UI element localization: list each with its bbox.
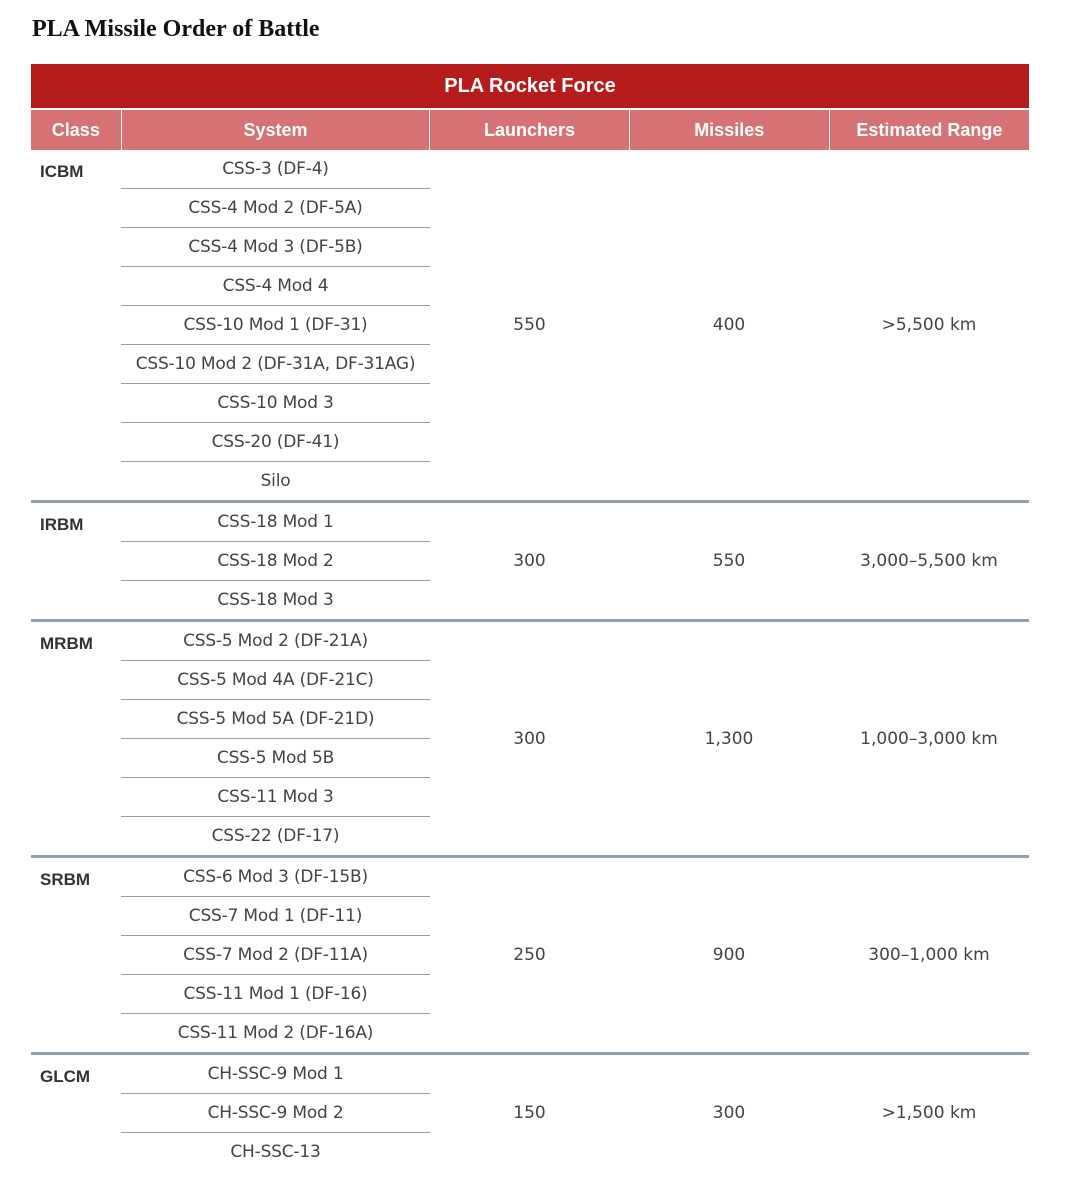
class-label: GLCM xyxy=(40,1067,91,1086)
header-launchers: Launchers xyxy=(430,110,629,150)
missiles-cell: 1,300 xyxy=(704,728,754,749)
range-cell: >1,500 km xyxy=(881,1103,977,1123)
missiles-cell: 900 xyxy=(712,945,746,965)
class-label: MRBM xyxy=(40,634,93,653)
header-system: System xyxy=(122,110,431,150)
system-list xyxy=(121,858,430,1052)
system-list xyxy=(121,503,430,619)
system-cell: CSS-7 Mod 1 (DF-11) xyxy=(121,897,430,936)
system-cell: CSS-5 Mod 4A (DF-21C) xyxy=(121,661,430,700)
launchers-cell: 250 xyxy=(513,945,546,965)
system-cell: CSS-22 (DF-17) xyxy=(211,826,340,846)
header-missiles: Missiles xyxy=(630,110,830,150)
launchers-cell: 150 xyxy=(513,1103,546,1123)
missiles-cell: 400 xyxy=(712,315,746,335)
table-group-icbm xyxy=(31,150,1029,503)
launchers-cell: 550 xyxy=(513,315,546,335)
table-group-mrbm xyxy=(31,622,1029,858)
header-estimated-range: Estimated Range xyxy=(856,120,1003,140)
table-group-glcm xyxy=(31,1055,1029,1171)
system-cell: CSS-6 Mod 3 (DF-15B) xyxy=(121,858,430,897)
class-label: SRBM xyxy=(40,870,91,889)
system-cell: CSS-18 Mod 1 xyxy=(121,503,430,542)
system-cell: CH-SSC-9 Mod 1 xyxy=(121,1055,430,1094)
table-body xyxy=(31,150,1029,1171)
system-cell: CH-SSC-9 Mod 2 xyxy=(121,1094,430,1133)
system-cell: CSS-7 Mod 2 (DF-11A) xyxy=(121,936,430,975)
page-title: PLA Missile Order of Battle xyxy=(32,16,320,42)
system-cell: CSS-18 Mod 2 xyxy=(121,542,430,581)
launchers-cell: 300 xyxy=(513,728,546,749)
missiles-cell: 300 xyxy=(712,1103,746,1123)
range-cell: 300–1,000 km xyxy=(868,945,990,965)
system-cell: CSS-4 Mod 2 (DF-5A) xyxy=(121,189,430,228)
system-cell: CSS-10 Mod 3 xyxy=(121,384,430,423)
class-label: IRBM xyxy=(40,515,84,534)
range-cell: 3,000–5,500 km xyxy=(860,551,998,571)
table-banner: PLA Rocket Force xyxy=(31,64,1029,108)
system-cell: CSS-11 Mod 1 (DF-16) xyxy=(121,975,430,1014)
class-label: ICBM xyxy=(40,162,84,181)
system-cell: CSS-10 Mod 2 (DF-31A, DF-31AG) xyxy=(121,345,430,384)
system-cell: CH-SSC-13 xyxy=(230,1142,321,1162)
system-cell: Silo xyxy=(260,471,291,491)
system-list xyxy=(121,150,430,500)
system-cell: CSS-4 Mod 4 xyxy=(121,267,430,306)
missiles-cell: 550 xyxy=(712,551,746,571)
range-cell: 1,000–3,000 km xyxy=(860,728,998,749)
table-group-irbm xyxy=(31,503,1029,622)
system-cell: CSS-20 (DF-41) xyxy=(121,423,430,462)
missile-table xyxy=(31,64,1029,1171)
system-cell: CSS-5 Mod 2 (DF-21A) xyxy=(121,622,430,661)
system-cell: CSS-5 Mod 5B xyxy=(121,739,430,778)
system-cell: CSS-5 Mod 5A (DF-21D) xyxy=(121,700,430,739)
header-class: Class xyxy=(31,110,122,150)
launchers-cell: 300 xyxy=(513,551,546,571)
system-cell: CSS-11 Mod 3 xyxy=(121,778,430,817)
system-cell: CSS-11 Mod 2 (DF-16A) xyxy=(177,1023,374,1043)
system-cell: CSS-3 (DF-4) xyxy=(121,150,430,189)
system-cell: CSS-18 Mod 3 xyxy=(217,590,334,610)
system-list xyxy=(121,1055,430,1171)
system-cell: CSS-10 Mod 1 (DF-31) xyxy=(121,306,430,345)
column-headers xyxy=(31,110,1029,150)
table-group-srbm xyxy=(31,858,1029,1055)
range-cell: >5,500 km xyxy=(881,315,977,335)
system-cell: CSS-4 Mod 3 (DF-5B) xyxy=(121,228,430,267)
system-list xyxy=(121,622,430,855)
